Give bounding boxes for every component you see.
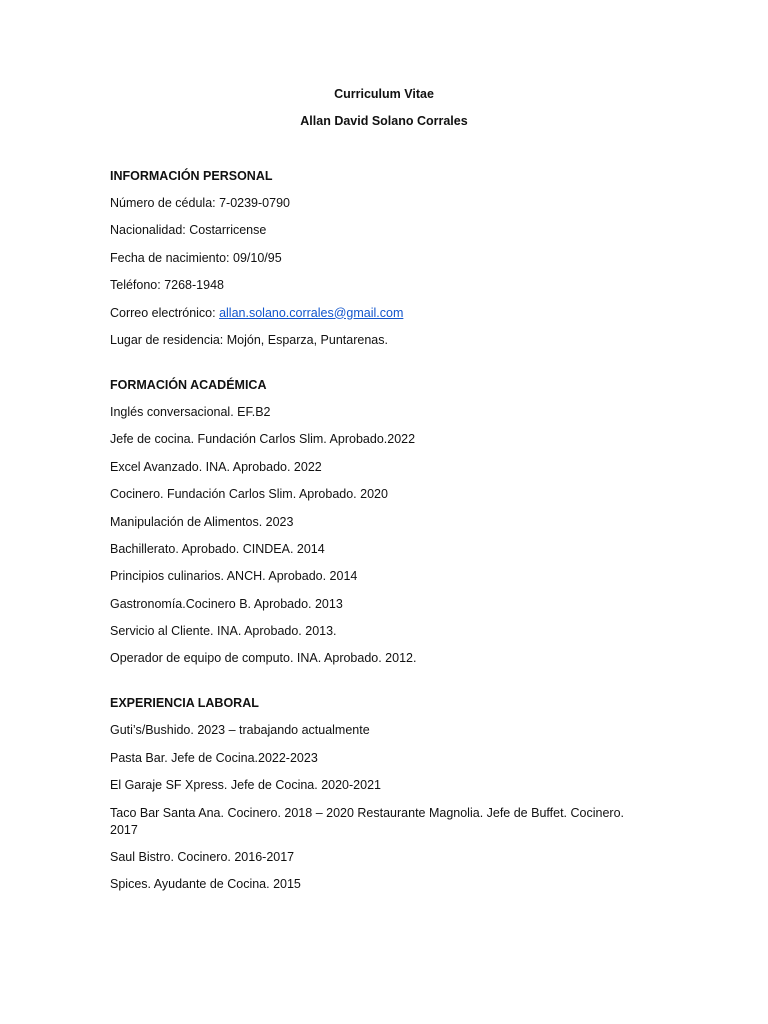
- section-experience: [110, 695, 650, 893]
- list-item: El Garaje SF Xpress. Jefe de Cocina. 2020-2021: [110, 778, 381, 793]
- section-heading-academic: FORMACIÓN ACADÉMICA: [110, 377, 267, 392]
- section-heading-experience: EXPERIENCIA LABORAL: [110, 696, 259, 711]
- list-item: Operador de equipo de computo. INA. Aprobado. 2012.: [110, 651, 417, 666]
- list-item: Saul Bistro. Cocinero. 2016-2017: [110, 850, 295, 865]
- list-item: Spices. Ayudante de Cocina. 2015: [110, 877, 301, 892]
- candidate-name: Allan David Solano Corrales: [300, 114, 468, 128]
- document-title: Curriculum Vitae: [334, 87, 434, 101]
- list-item: Gastronomía.Cocinero B. Aprobado. 2013: [110, 596, 343, 611]
- personal-cedula: Número de cédula: 7-0239-0790: [110, 196, 290, 210]
- list-item: Cocinero. Fundación Carlos Slim. Aprobado. 2020: [110, 487, 388, 502]
- correo-label: Correo electrónico:: [110, 305, 220, 320]
- cv-content: [110, 86, 650, 904]
- list-item: Inglés conversacional. EF.B2: [110, 404, 271, 419]
- list-item: Manipulación de Alimentos. 2023: [110, 514, 294, 529]
- email-link[interactable]: allan.solano.corrales@gmail.com: [219, 305, 404, 320]
- section-personal: [110, 168, 650, 349]
- personal-nacimiento: Fecha de nacimiento: 09/10/95: [110, 250, 282, 265]
- personal-correo: [110, 305, 650, 322]
- list-item: Bachillerato. Aprobado. CINDEA. 2014: [110, 541, 325, 556]
- list-item: Principios culinarios. ANCH. Aprobado. 2014: [110, 569, 358, 584]
- list-item: Guti’s/Bushido. 2023 – trabajando actualmente: [110, 723, 370, 738]
- list-item: Jefe de cocina. Fundación Carlos Slim. Aprobado.2022: [110, 432, 416, 447]
- section-heading-personal: INFORMACIÓN PERSONAL: [110, 169, 273, 183]
- personal-nacionalidad: Nacionalidad: Costarricense: [110, 223, 267, 238]
- section-academic: [110, 377, 650, 668]
- list-item: Servicio al Cliente. INA. Aprobado. 2013.: [110, 624, 337, 639]
- list-item: Taco Bar Santa Ana. Cocinero. 2018 – 2020 Restaurante Magnolia. Jefe de Buffet. Cocinero. 2017: [110, 805, 624, 837]
- list-item: Excel Avanzado. INA. Aprobado. 2022: [110, 459, 322, 474]
- personal-residencia: Lugar de residencia: Mojón, Esparza, Puntarenas.: [110, 332, 388, 347]
- list-item: Pasta Bar. Jefe de Cocina.2022-2023: [110, 750, 318, 765]
- personal-telefono: Teléfono: 7268-1948: [110, 278, 224, 293]
